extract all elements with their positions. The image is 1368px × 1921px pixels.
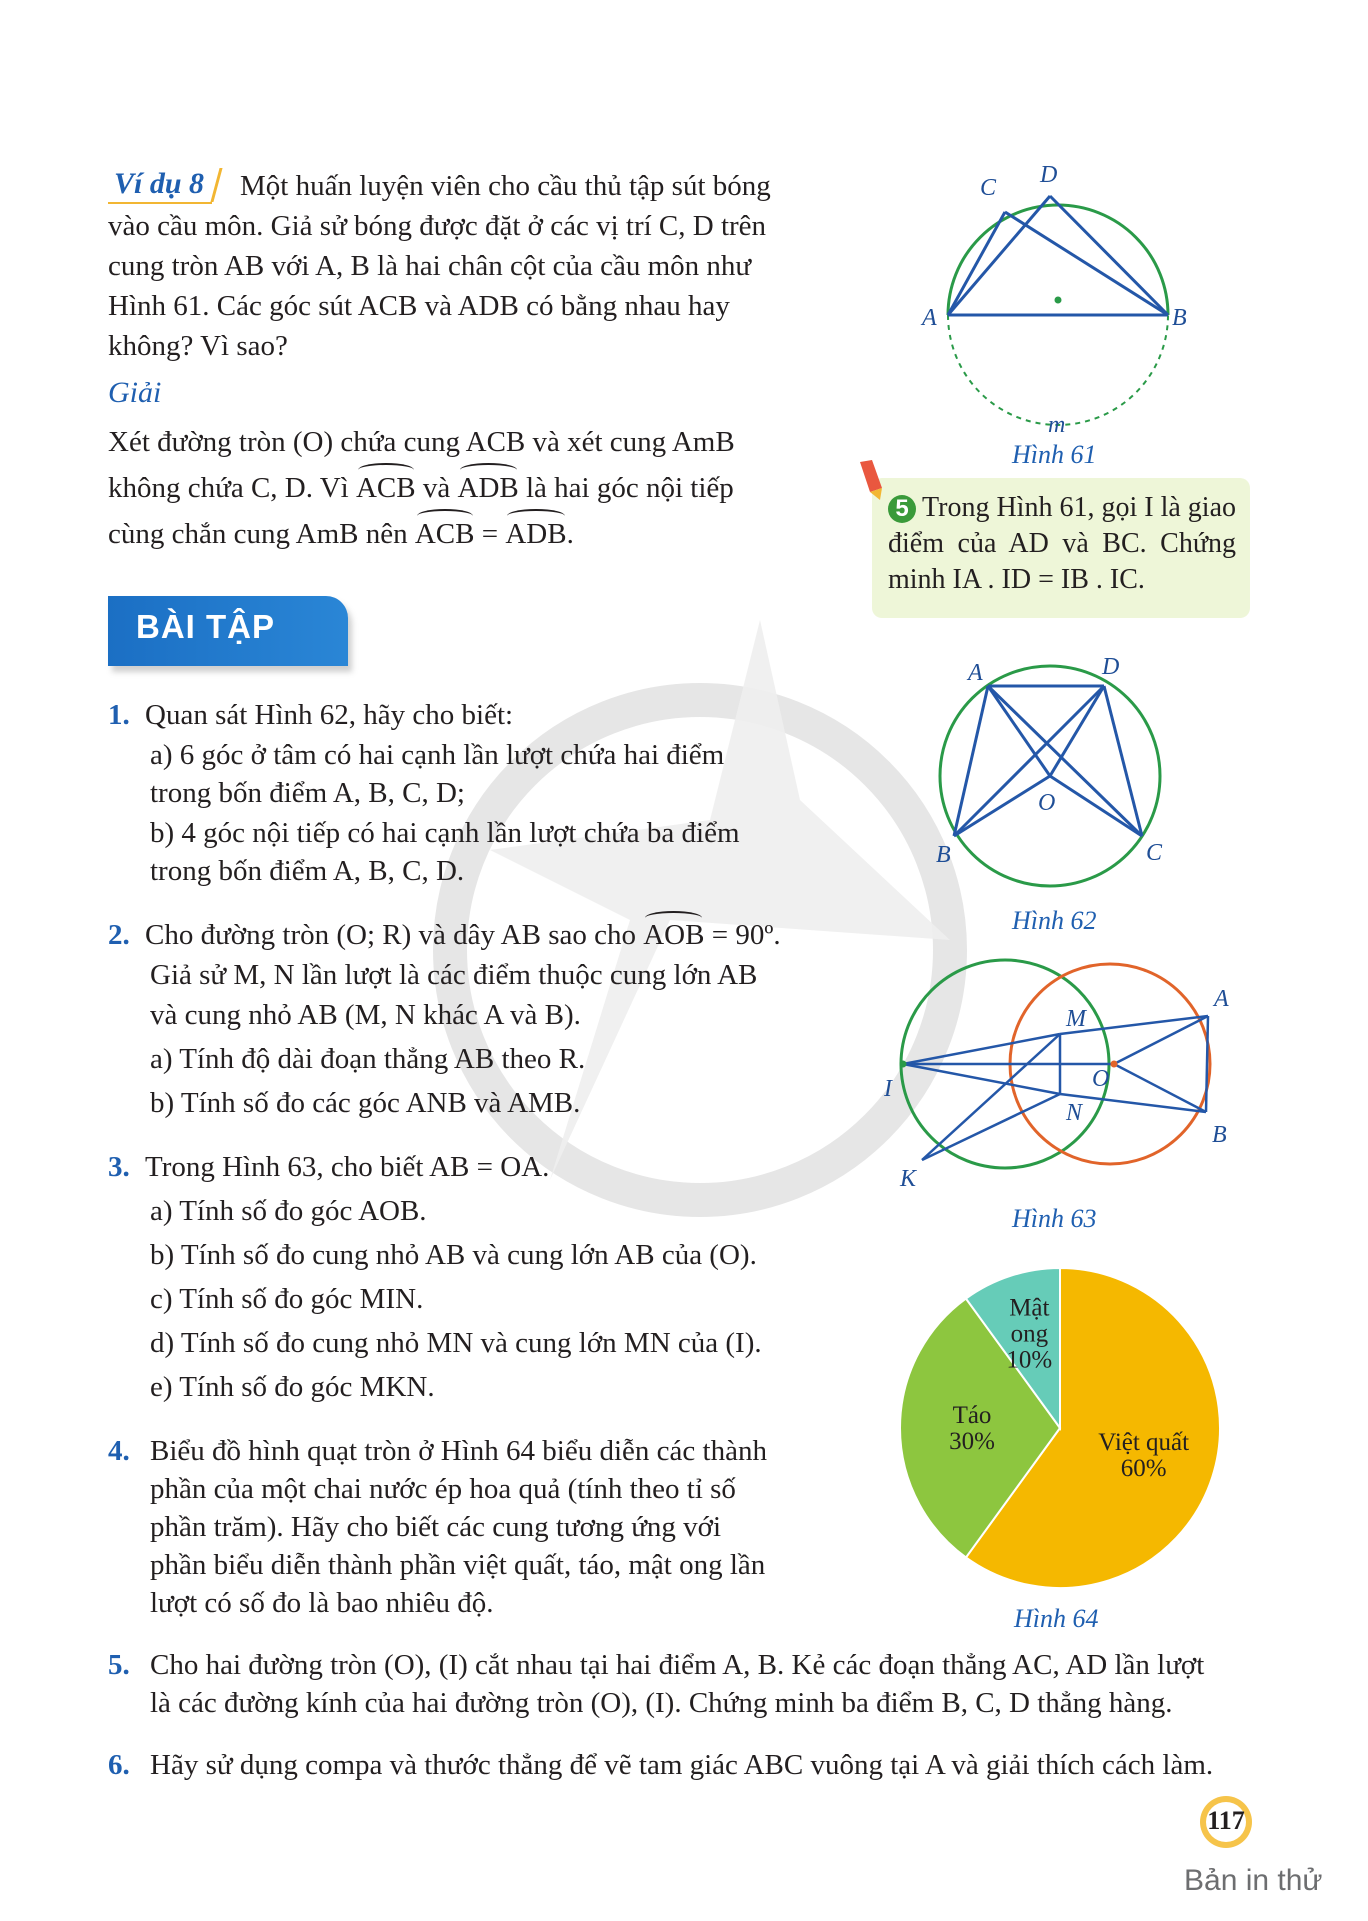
- example-line-3: cung tròn AB với A, B là hai chân cột của cầu môn như: [108, 250, 752, 282]
- exercise-6-line-1: Hãy sử dụng compa và thước thẳng để vẽ tam giác ABC vuông tại A và giải thích cách làm.: [150, 1749, 1214, 1781]
- solution-text: là hai góc nội tiếp: [525, 472, 734, 504]
- equals-sign: =: [481, 518, 499, 550]
- pie-label: Việt quất: [1098, 1429, 1190, 1457]
- label-o: O: [1038, 790, 1056, 816]
- exercise-3: [108, 1148, 838, 1186]
- section-title: BÀI TẬP: [136, 608, 275, 645]
- pie-label: ong: [1010, 1320, 1049, 1348]
- label-a: A: [968, 660, 983, 686]
- draft-label: Bản in thử: [1184, 1864, 1323, 1897]
- note-number: 5: [888, 495, 916, 523]
- pen-icon: [852, 458, 892, 508]
- solution-line-2: [108, 468, 838, 508]
- label-b: B: [1172, 305, 1187, 331]
- exercise-number: 5.: [108, 1649, 130, 1681]
- label-m: M: [1066, 1006, 1086, 1032]
- exercise-3e: e) Tính số đo góc MKN.: [150, 1371, 435, 1403]
- exercise-3c: c) Tính số đo góc MIN.: [150, 1283, 424, 1315]
- exercise-1b-line-1: b) 4 góc nội tiếp có hai cạnh lần lượt chứa ba điểm: [150, 817, 740, 849]
- exercise-1a-line-1: a) 6 góc ở tâm có hai cạnh lần lượt chứa hai điểm: [150, 739, 725, 771]
- example-line-5: không? Vì sao?: [108, 330, 288, 362]
- figure-64-caption: Hình 64: [1014, 1604, 1099, 1633]
- exercise-1: [108, 696, 838, 734]
- note-content: Trong Hình 61, gọi I là giao điểm của AD và BC. Chứng minh IA . ID = IB . IC.: [888, 492, 1236, 595]
- arc-adb: ADB: [458, 468, 519, 508]
- page-number: 117: [1207, 1806, 1245, 1835]
- exercise-2b: b) Tính số đo các góc ANB và AMB.: [150, 1087, 581, 1119]
- note-text: [888, 490, 1236, 598]
- figure-62-caption: Hình 62: [1012, 906, 1097, 935]
- pie-label: 10%: [1006, 1346, 1053, 1374]
- label-n: N: [1066, 1100, 1083, 1126]
- figure-62: [920, 650, 1180, 890]
- solution-text: cùng chắn cung AmB nên: [108, 518, 408, 550]
- exercise-4-line-3: phần trăm). Hãy cho biết các cung tương ứng với: [150, 1511, 722, 1543]
- exercise-number: 3.: [108, 1151, 130, 1183]
- solution-line-3: [108, 514, 830, 554]
- figure-64-pie-chart: [890, 1258, 1230, 1598]
- exercise-1a-line-2: trong bốn điểm A, B, C, D;: [150, 777, 465, 809]
- exercise-2-line-2: Giả sử M, N lần lượt là các điểm thuộc cung lớn AB: [150, 959, 758, 991]
- exercise-4-line-2: phần của một chai nước ép hoa quả (tính theo tỉ số: [150, 1473, 736, 1505]
- label-k: K: [900, 1166, 917, 1192]
- label-c: C: [980, 175, 997, 201]
- solution-text: không chứa C, D. Vì: [108, 472, 349, 504]
- exercise-4-line-1: Biểu đồ hình quạt tròn ở Hình 64 biểu diễn các thành: [150, 1435, 767, 1467]
- exercise-2: [108, 916, 848, 954]
- label-m: m: [1048, 412, 1066, 438]
- label-a: A: [1214, 986, 1229, 1012]
- example-line-2: vào cầu môn. Giả sử bóng được đặt ở các vị trí C, D trên: [108, 210, 767, 242]
- label-c: C: [1146, 840, 1163, 866]
- exercise-5-line-1: Cho hai đường tròn (O), (I) cắt nhau tại hai điểm A, B. Kẻ các đoạn thẳng AC, AD lần lượt: [150, 1649, 1205, 1681]
- exercise-5-line-2: là các đường kính của hai đường tròn (O), (I). Chứng minh ba điểm B, C, D thẳng hàng.: [150, 1687, 1173, 1719]
- label-b: B: [936, 842, 951, 868]
- label-o: O: [1092, 1066, 1110, 1092]
- figure-61: [900, 160, 1187, 460]
- exercise-4-line-5: lượt có số đo là bao nhiêu độ.: [150, 1587, 494, 1619]
- exercise-text: Cho đường tròn (O; R) và dây AB sao cho: [145, 919, 636, 951]
- exercise-number: 4.: [108, 1435, 130, 1467]
- pie-label: Mật: [1009, 1294, 1050, 1322]
- figure-63-caption: Hình 63: [1012, 1204, 1097, 1233]
- exercise-text: Trong Hình 63, cho biết AB = OA.: [145, 1151, 550, 1183]
- label-i: I: [884, 1076, 892, 1102]
- exercise-3d: d) Tính số đo cung nhỏ MN và cung lớn MN của (I).: [150, 1327, 762, 1359]
- figure-63: [880, 960, 1240, 1200]
- exercise-text: = 90º.: [711, 919, 781, 951]
- exercise-4-line-4: phần biểu diễn thành phần việt quất, táo, mật ong lần: [150, 1549, 766, 1581]
- pie-label: Táo: [952, 1402, 992, 1429]
- exercise-3a: a) Tính số đo góc AOB.: [150, 1195, 427, 1227]
- arc-aob: AOB: [643, 916, 704, 954]
- figure-61-caption: Hình 61: [1012, 440, 1097, 469]
- exercise-2-line-3: và cung nhỏ AB (M, N khác A và B).: [150, 999, 581, 1031]
- label-d: D: [1102, 654, 1120, 680]
- exercise-number: 2.: [108, 919, 130, 951]
- period: .: [566, 518, 574, 550]
- solution-title: Giải: [108, 376, 162, 409]
- example-line-1: Một huấn luyện viên cho cầu thủ tập sút bóng: [240, 170, 771, 202]
- example-line-4: Hình 61. Các góc sút ACB và ADB có bằng nhau hay: [108, 290, 730, 322]
- exercise-text: Quan sát Hình 62, hãy cho biết:: [145, 699, 514, 731]
- label-b: B: [1212, 1122, 1227, 1148]
- arc-acb: ACB: [356, 468, 416, 508]
- arc-acb: ACB: [415, 514, 475, 554]
- pie-label: 30%: [949, 1428, 995, 1455]
- arc-adb: ADB: [505, 514, 566, 554]
- exercise-number: 6.: [108, 1749, 130, 1781]
- solution-line-1: Xét đường tròn (O) chứa cung ACB và xét cung AmB: [108, 426, 735, 458]
- label-a: A: [922, 305, 937, 331]
- solution-text: và: [422, 472, 451, 504]
- exercise-1b-line-2: trong bốn điểm A, B, C, D.: [150, 855, 465, 887]
- pie-label: 60%: [1120, 1455, 1167, 1483]
- example-label: Ví dụ 8: [108, 166, 212, 204]
- exercise-3b: b) Tính số đo cung nhỏ AB và cung lớn AB của (O).: [150, 1239, 757, 1271]
- label-d: D: [1040, 162, 1058, 188]
- exercise-number: 1.: [108, 699, 130, 731]
- exercise-2a: a) Tính độ dài đoạn thẳng AB theo R.: [150, 1043, 586, 1075]
